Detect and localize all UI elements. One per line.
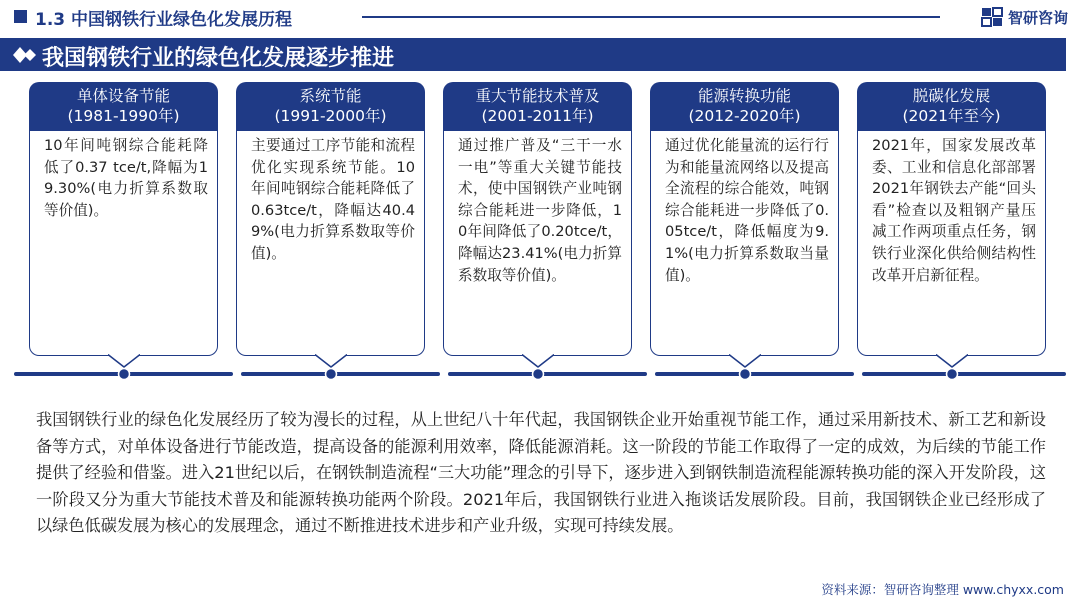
section-title: 1.3 中国钢铁行业绿色化发展历程 [35, 10, 293, 30]
card-pointer [729, 354, 761, 368]
stage-card-2 [236, 82, 425, 356]
card-title: 系统节能 [299, 87, 362, 105]
card-text: 通过优化能量流的运行行为和能量流网络以及提高全流程的综合能效，吨钢综合能耗进一步降低了0.05tce/t，降低幅度为9.1%(电力折算系数取当量值)。 [665, 137, 829, 284]
card-body [29, 131, 218, 356]
card-text: 2021年，国家发展改革委、工业和信息化部部署2021年钢铁去产能“回头看”检查以及粗钢产量压减工作两项重点任务，钢铁行业深化供给侧结构性改革开启新征程。 [872, 137, 1036, 284]
brand [981, 6, 1068, 28]
card-body [236, 131, 425, 356]
card-header [650, 82, 839, 131]
card-pointer [522, 354, 554, 368]
card-body [650, 131, 839, 356]
card-pointer [108, 354, 140, 368]
stage-card-1 [29, 82, 218, 356]
banner-title: 我国钢铁行业的绿色化发展逐步推进 [42, 46, 395, 71]
header-rule [362, 16, 940, 18]
card-body [857, 131, 1046, 356]
card-period: (2012-2020年) [688, 107, 801, 125]
card-header [29, 82, 218, 131]
card-title: 重大节能技术普及 [475, 87, 600, 105]
stage-card-3 [443, 82, 632, 356]
card-period: (1981-1990年) [67, 107, 180, 125]
card-header [443, 82, 632, 131]
timeline-node [533, 369, 544, 380]
timeline [0, 367, 1080, 381]
chyxx-logo-icon [981, 7, 1003, 27]
double-diamond-icon [12, 46, 38, 64]
card-title: 脱碳化发展 [912, 87, 991, 105]
timeline-node [947, 369, 958, 380]
card-header [857, 82, 1046, 131]
square-bullet-icon [14, 10, 27, 23]
card-period: (2021年至今) [902, 107, 1001, 125]
timeline-node [119, 369, 130, 380]
stage-card-5 [857, 82, 1046, 356]
brand-name: 智研咨询 [1007, 8, 1068, 27]
card-text: 主要通过工序节能和流程优化实现系统节能。10年间吨钢综合能耗降低了0.63tce/t，降幅达40.49%(电力折算系数取等价值)。 [251, 137, 415, 262]
title-banner [0, 38, 1066, 71]
summary-paragraph: 我国钢铁行业的绿色化发展经历了较为漫长的过程，从上世纪八十年代起，我国钢铁企业开始重视节能工作，通过采用新技术、新工艺和新设备等方式，对单体设备进行节能改造，提高设备的能源利用效率，降低能源消耗。这一阶段的节能工作取得了一定的成效，为后续的节能工作提供了经验和借鉴。进入21世纪以后，在钢铁制造流程“三大功能”理念的引导下，逐步进入到钢铁制造流程能源转换功能的深入开发阶段，这一阶段又分为重大节能技术普及和能源转换功能两个阶段。2021年后，我国钢铁行业进入拖谈话发展阶段。目前，我国钢铁企业已经形成了以绿色低碳发展为核心的发展理念，通过不断推进技术进步和产业升级，实现可持续发展。 [36, 410, 1046, 535]
timeline-node [740, 369, 751, 380]
source-note: 资料来源：智研咨询整理 www.chyxx.com [821, 582, 1064, 597]
card-title: 单体设备节能 [76, 87, 170, 105]
section-header [0, 0, 1080, 34]
timeline-node [326, 369, 337, 380]
card-text: 通过推广普及“三干一水一电”等重大关键节能技术，使中国钢铁产业吨钢综合能耗进一步降低，10年间降低了0.20tce/t，降幅达23.41%(电力折算系数取等价值)。 [458, 137, 622, 284]
card-text: 10年间吨钢综合能耗降低了0.37 tce/t,降幅为19.30%(电力折算系数取等价值)。 [44, 137, 208, 219]
card-period: (2001-2011年) [481, 107, 594, 125]
card-body [443, 131, 632, 356]
stage-card-4 [650, 82, 839, 356]
card-title: 能源转换功能 [697, 87, 791, 105]
card-pointer [936, 354, 968, 368]
card-period: (1991-2000年) [274, 107, 387, 125]
card-pointer [315, 354, 347, 368]
card-header [236, 82, 425, 131]
